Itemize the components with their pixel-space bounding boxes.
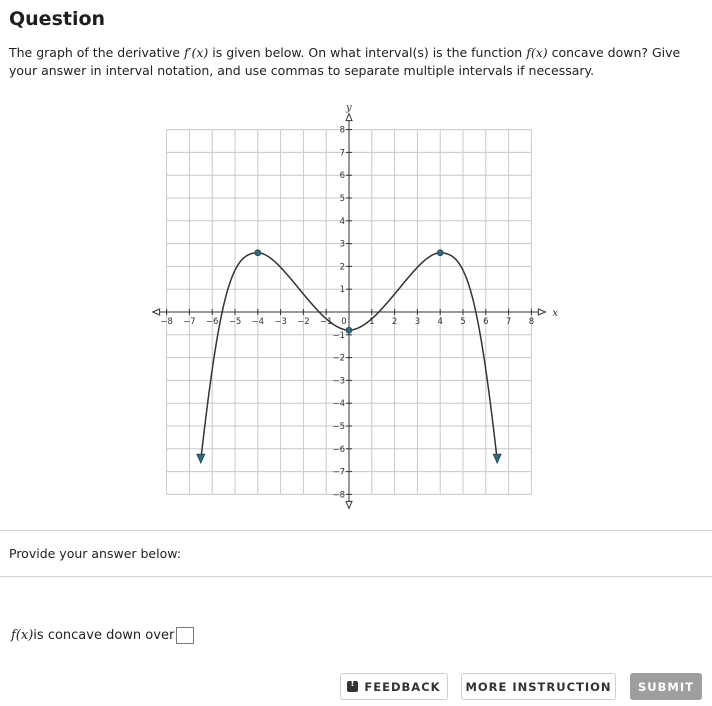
section-divider-top <box>0 530 712 531</box>
feedback-icon <box>347 681 358 692</box>
feedback-button[interactable] <box>340 673 448 700</box>
y-tick-label: 1 <box>339 285 345 296</box>
answer-input[interactable] <box>176 627 194 644</box>
more-instruction-label: MORE INSTRUCTION <box>465 679 612 694</box>
question-prompt <box>9 44 703 80</box>
y-tick-label: −2 <box>332 353 345 364</box>
curve-point-marker <box>255 250 261 256</box>
y-tick-label: −4 <box>332 399 345 410</box>
question-title: Question <box>9 8 106 30</box>
x-axis-label: x <box>552 308 559 319</box>
y-tick-label: −5 <box>332 422 345 432</box>
y-tick-label: −7 <box>332 467 345 478</box>
curve-point-marker <box>437 250 443 256</box>
x-tick-label: 8 <box>528 317 535 327</box>
x-tick-label: 7 <box>505 317 512 327</box>
answer-f-expression: f(x) <box>11 628 34 643</box>
feedback-button-label: FEEDBACK <box>364 679 441 694</box>
y-axis-arrow-top <box>346 114 352 121</box>
x-tick-label: −1 <box>319 317 333 327</box>
y-axis-arrow-bottom <box>346 501 352 508</box>
section-divider-bottom <box>0 576 712 577</box>
y-tick-label: −6 <box>332 444 345 455</box>
x-tick-label: −7 <box>183 317 196 327</box>
derivative-graph <box>150 92 562 512</box>
x-tick-label: 6 <box>483 317 489 327</box>
y-axis-label: y <box>346 102 352 114</box>
prompt-text-2: is given below. On what interval(s) is the function <box>208 45 527 60</box>
submit-button[interactable] <box>630 673 702 700</box>
provide-answer-label: Provide your answer below: <box>9 546 181 561</box>
f-expression: f(x) <box>526 45 548 60</box>
y-tick-label: 2 <box>339 262 345 273</box>
curve-point-marker <box>346 327 352 333</box>
x-tick-label: 0 <box>341 317 347 327</box>
x-tick-label: −6 <box>205 317 219 327</box>
answer-label: is concave down over <box>33 628 175 643</box>
x-tick-label: 1 <box>369 317 375 327</box>
x-tick-label: 2 <box>391 317 398 327</box>
x-tick-label: 5 <box>460 317 466 327</box>
y-tick-label: 3 <box>339 239 345 250</box>
x-tick-label: −3 <box>274 317 287 327</box>
y-tick-label: 4 <box>339 216 345 227</box>
prompt-text-3: concave down? Give your answer in interval notation, and use commas to separate multiple intervals if necessary. <box>9 45 681 78</box>
curve-end-arrow <box>197 454 205 463</box>
submit-label: SUBMIT <box>638 679 694 694</box>
y-tick-label: 8 <box>339 125 345 136</box>
x-axis-arrow-right <box>538 309 545 315</box>
y-tick-label: 5 <box>339 194 345 204</box>
y-tick-label: −1 <box>332 330 345 341</box>
fprime-expression: f′(x) <box>184 45 209 60</box>
y-tick-label: −3 <box>332 376 345 387</box>
x-axis-arrow-left <box>153 309 160 315</box>
x-tick-label: 4 <box>437 317 443 327</box>
x-tick-label: −4 <box>251 317 265 327</box>
x-tick-label: −8 <box>160 317 173 327</box>
y-tick-label: 6 <box>339 171 345 182</box>
y-tick-label: 7 <box>339 148 345 159</box>
more-instruction-button[interactable] <box>461 673 616 700</box>
y-tick-label: −8 <box>332 490 345 501</box>
prompt-text-1: The graph of the derivative <box>9 45 185 60</box>
x-tick-label: −2 <box>297 317 310 327</box>
curve-end-arrow <box>493 454 501 463</box>
answer-row <box>11 627 194 644</box>
x-tick-label: −5 <box>228 317 242 327</box>
x-tick-label: 3 <box>414 317 421 327</box>
